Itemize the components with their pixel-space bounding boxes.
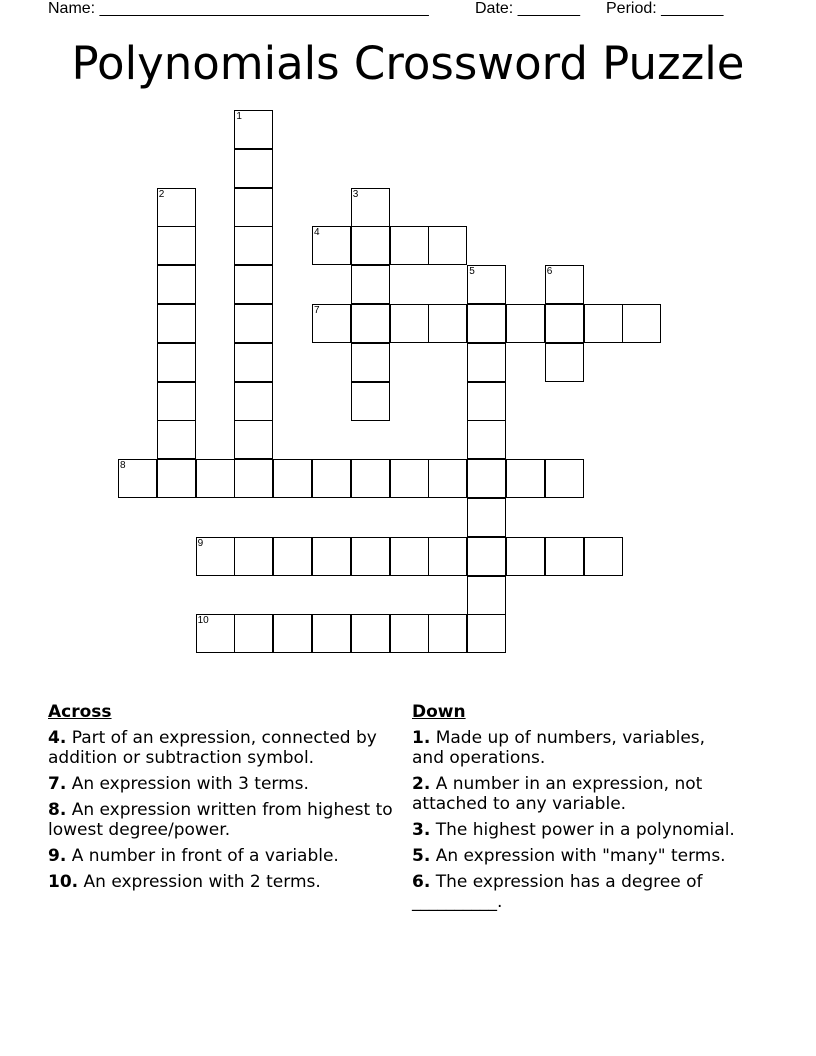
grid-cell[interactable] bbox=[467, 382, 506, 421]
grid-cell[interactable] bbox=[622, 304, 661, 343]
grid-cell[interactable] bbox=[157, 226, 196, 265]
name-field[interactable]: Name: _____________________________________ bbox=[48, 0, 429, 17]
grid-cell[interactable] bbox=[273, 459, 312, 498]
grid-cell[interactable] bbox=[196, 459, 235, 498]
grid-cell[interactable] bbox=[467, 537, 506, 576]
date-field[interactable]: Date: _______ bbox=[475, 0, 580, 17]
grid-cell[interactable] bbox=[234, 420, 273, 459]
period-field[interactable]: Period: _______ bbox=[606, 0, 724, 17]
grid-cell[interactable] bbox=[584, 304, 623, 343]
clue-number: 7 bbox=[314, 305, 320, 316]
grid-cell[interactable] bbox=[467, 459, 506, 498]
grid-cell[interactable] bbox=[390, 304, 429, 343]
grid-cell[interactable] bbox=[351, 304, 390, 343]
grid-cell[interactable] bbox=[234, 343, 273, 382]
clue-number: 9 bbox=[197, 537, 204, 549]
grid-cell[interactable] bbox=[467, 343, 506, 382]
clue-number: 3 bbox=[352, 188, 359, 200]
clue-number: 2 bbox=[158, 188, 165, 200]
grid-cell[interactable] bbox=[506, 537, 545, 576]
grid-cell[interactable] bbox=[545, 304, 584, 343]
grid-cell[interactable] bbox=[351, 382, 390, 421]
page-title: Polynomials Crossword Puzzle bbox=[71, 37, 745, 90]
grid-cell[interactable] bbox=[234, 382, 273, 421]
grid-cell[interactable] bbox=[234, 459, 273, 498]
across-clue-10: 10. An expression with 2 terms. bbox=[48, 872, 321, 892]
grid-cell[interactable] bbox=[273, 537, 312, 576]
across-clue-4: 4. Part of an expression, connected by addition or subtraction symbol. bbox=[48, 728, 377, 768]
across-clues bbox=[48, 702, 398, 898]
grid-cell[interactable] bbox=[351, 265, 390, 304]
grid-cell[interactable] bbox=[234, 537, 273, 576]
clue-number: 4 bbox=[314, 227, 320, 239]
down-heading: Down bbox=[412, 702, 466, 722]
grid-cell[interactable] bbox=[390, 537, 429, 576]
grid-cell[interactable] bbox=[234, 226, 273, 265]
grid-cell[interactable] bbox=[234, 614, 273, 653]
grid-cell[interactable] bbox=[351, 614, 390, 653]
down-clue-6: 6. The expression has a degree of __________. bbox=[412, 872, 703, 912]
grid-cell[interactable] bbox=[428, 304, 467, 343]
grid-cell[interactable] bbox=[351, 459, 390, 498]
grid-cell[interactable] bbox=[545, 343, 584, 382]
across-clue-7: 7. An expression with 3 terms. bbox=[48, 774, 309, 794]
grid-cell[interactable] bbox=[157, 265, 196, 304]
grid-cell[interactable] bbox=[506, 304, 545, 343]
across-heading: Across bbox=[48, 702, 112, 722]
grid-cell[interactable] bbox=[234, 149, 273, 188]
grid-cell[interactable] bbox=[545, 537, 584, 576]
grid-cell[interactable] bbox=[351, 537, 390, 576]
grid-cell[interactable] bbox=[467, 498, 506, 537]
grid-cell[interactable] bbox=[157, 382, 196, 421]
grid-cell[interactable] bbox=[467, 614, 506, 653]
clue-number: 8 bbox=[120, 460, 126, 472]
grid-cell[interactable] bbox=[467, 576, 506, 615]
down-clue-3: 3. The highest power in a polynomial. bbox=[412, 820, 735, 840]
grid-cell[interactable] bbox=[312, 537, 351, 576]
clue-number: 6 bbox=[546, 266, 553, 278]
down-clue-2: 2. A number in an expression, not attached to any variable. bbox=[412, 774, 703, 814]
down-clues bbox=[412, 702, 742, 918]
grid-cell[interactable] bbox=[428, 459, 467, 498]
grid-cell[interactable] bbox=[584, 537, 623, 576]
grid-cell[interactable] bbox=[234, 304, 273, 343]
grid-cell[interactable] bbox=[506, 459, 545, 498]
grid-cell[interactable] bbox=[312, 614, 351, 653]
grid-cell[interactable] bbox=[234, 265, 273, 304]
grid-cell[interactable] bbox=[467, 304, 506, 343]
grid-cell[interactable] bbox=[390, 614, 429, 653]
grid-cell[interactable] bbox=[428, 226, 467, 265]
grid-cell[interactable] bbox=[467, 420, 506, 459]
grid-cell[interactable] bbox=[312, 459, 351, 498]
grid-cell[interactable] bbox=[390, 459, 429, 498]
grid-cell[interactable] bbox=[234, 188, 273, 227]
clue-number: 5 bbox=[469, 266, 475, 278]
grid-cell[interactable] bbox=[428, 537, 467, 576]
grid-cell[interactable] bbox=[545, 459, 584, 498]
grid-cell[interactable] bbox=[157, 343, 196, 382]
grid-cell[interactable] bbox=[157, 459, 196, 498]
grid-cell[interactable] bbox=[351, 226, 390, 265]
grid-cell[interactable] bbox=[428, 614, 467, 653]
across-clue-9: 9. A number in front of a variable. bbox=[48, 846, 339, 866]
grid-cell[interactable] bbox=[351, 343, 390, 382]
down-clue-1: 1. Made up of numbers, variables, and operations. bbox=[412, 728, 706, 768]
clue-number: 1 bbox=[236, 111, 242, 122]
across-clue-8: 8. An expression written from highest to lowest degree/power. bbox=[48, 800, 393, 840]
grid-cell[interactable] bbox=[390, 226, 429, 265]
grid-cell[interactable] bbox=[273, 614, 312, 653]
grid-cell[interactable] bbox=[157, 420, 196, 459]
grid-cell[interactable] bbox=[157, 304, 196, 343]
clue-number: 10 bbox=[197, 615, 209, 627]
down-clue-5: 5. An expression with "many" terms. bbox=[412, 846, 726, 866]
